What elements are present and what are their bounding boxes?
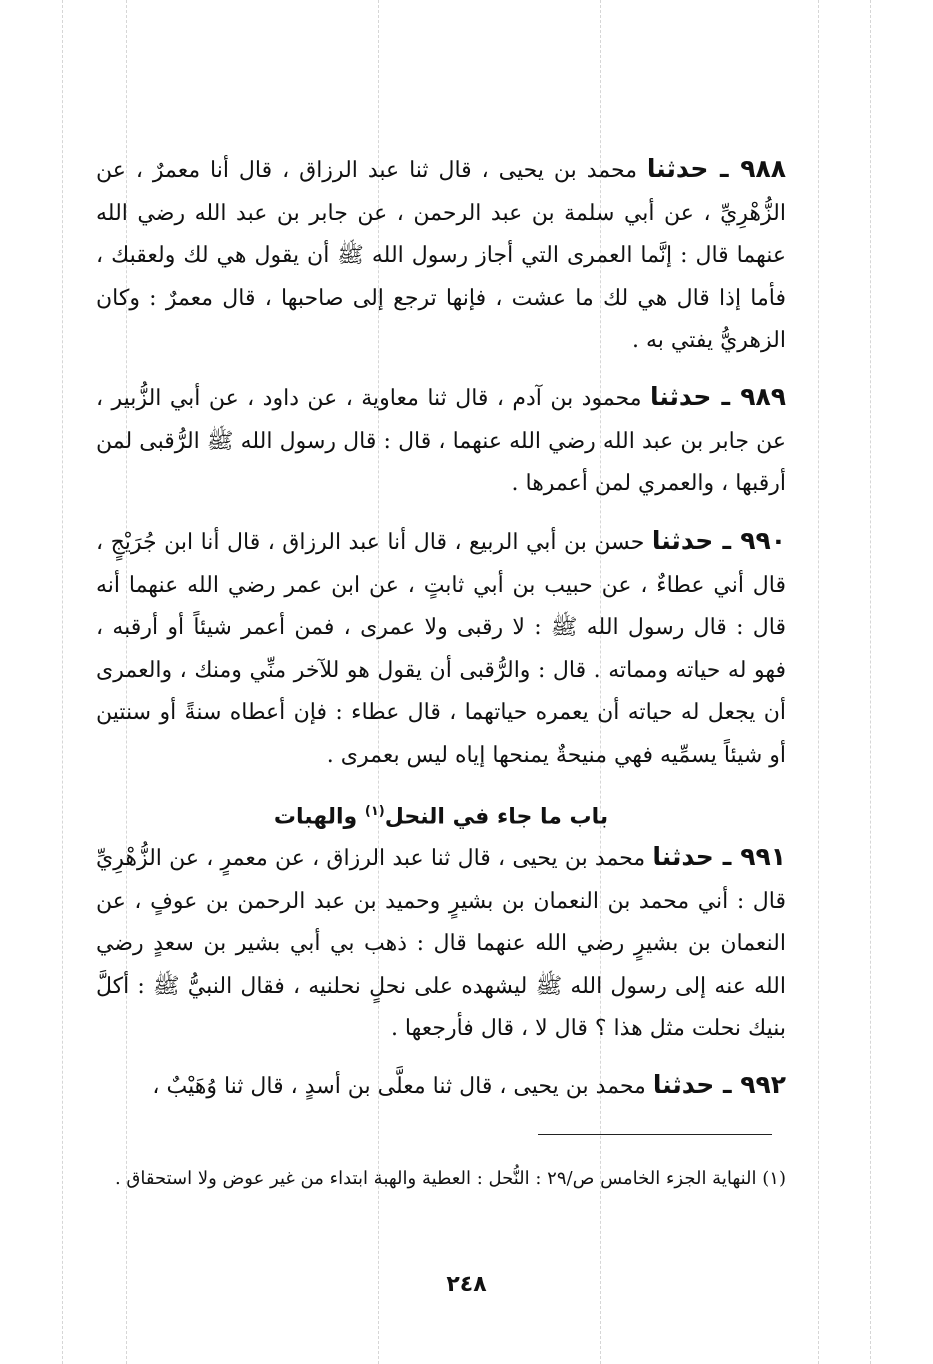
- chapter-title: [96, 792, 786, 837]
- hadith-992: [96, 1064, 786, 1109]
- hadith-text: محمد بن يحيى ، قال ثنا عبد الرزاق ، قال أنا معمرٌ ، عن الزُّهْرِيِّ ، عن أبي سلمة بن عبد الرحمن ، عن جابر بن عبد الله رضي الله عنهما قال : إنَّما العمرى التي أجاز رسول الله ﷺ أن يقول هي لك ولعقبك ، فأما إذا قال هي لك ما عشت ، فإنها ترجع إلى صاحبها ، قال معمرٌ : وكان الزهريُّ يفتي به .: [96, 158, 786, 353]
- footnote-divider: [538, 1134, 772, 1135]
- page-number: ٢٤٨: [446, 1272, 487, 1297]
- hadith-text: حسن بن أبي الربيع ، قال أنا عبد الرزاق ، قال أنا ابن جُرَيْجٍ ، قال أني عطاءٌ ، عن حبيب بن أبي ثابتٍ ، عن ابن عمر رضي الله عنهما أنه قال : قال رسول الله ﷺ : لا رقبى ولا عمرى ، فمن أعمر شيئاً أو أرقبه ، فهو له حياته ومماته . قال : والرُّقبى أن يقول هو للآخر منِّي ومنك ، والعمرى أن يجعل له حياته أن يعمره حياتهما ، قال عطاء : فإن أعطاه سنةً أو سنتين أو شيئاً يسمِّيه فهي منيحةٌ يمنحها إياه ليس بعمرى .: [96, 530, 786, 768]
- hadith-number: ٩٩٢ ـ حدثنا: [652, 1070, 786, 1099]
- hadith-number: ٩٨٩ ـ حدثنا: [649, 382, 786, 411]
- scan-guide-line: [62, 0, 63, 1364]
- hadith-989: [96, 376, 786, 506]
- hadith-number: ٩٩٠ ـ حدثنا: [651, 526, 787, 555]
- hadith-text: محمود بن آدم ، قال ثنا معاوية ، عن داود ، عن أبي الزُّبير ، عن جابر بن عبد الله رضي الله عنهما ، قال : قال رسول الله ﷺ الرُّقبى لمن أرقبها ، والعمري لمن أعمرها .: [96, 386, 786, 496]
- hadith-988: [96, 148, 786, 363]
- hadith-text: محمد بن يحيى ، قال ثنا عبد الرزاق ، عن معمرٍ ، عن الزُّهْرِيِّ قال : أني محمد بن النعمان بن بشيرٍ وحميد بن عبد الرحمن بن عوفٍ ، عن النعمان بن بشيرٍ رضي الله عنهما قال : ذهب بي أبي بشير بن سعدٍ رضي الله عنه إلى رسول الله ﷺ ليشهده على نحلٍ نحلنيه ، فقال النبيُّ ﷺ : أكلَّ بنيك نحلت مثل هذا ؟ قال لا ، قال فأرجعها .: [96, 846, 786, 1041]
- hadith-number: ٩٨٨ ـ حدثنا: [646, 154, 786, 183]
- hadith-text: محمد بن يحيى ، قال ثنا معلَّى بن أسدٍ ، قال ثنا وُهَيْبٌ ،: [152, 1074, 653, 1099]
- hadith-number: ٩٩١ ـ حدثنا: [652, 842, 787, 871]
- scan-guide-line: [870, 0, 871, 1364]
- hadith-991: [96, 836, 786, 1051]
- footnote: [96, 1164, 786, 1194]
- footnote-text: (١) النهاية الجزء الخامس ص/٢٩ : النُّحل : العطية والهبة ابتداء من غير عوض ولا استحقاق .: [114, 1168, 786, 1189]
- chapter-title-text: والهبات: [273, 804, 365, 830]
- hadith-990: [96, 520, 786, 777]
- scan-guide-line: [818, 0, 819, 1364]
- chapter-title-text: باب ما جاء في النحل: [384, 804, 609, 830]
- footnote-marker[interactable]: (١): [364, 804, 385, 819]
